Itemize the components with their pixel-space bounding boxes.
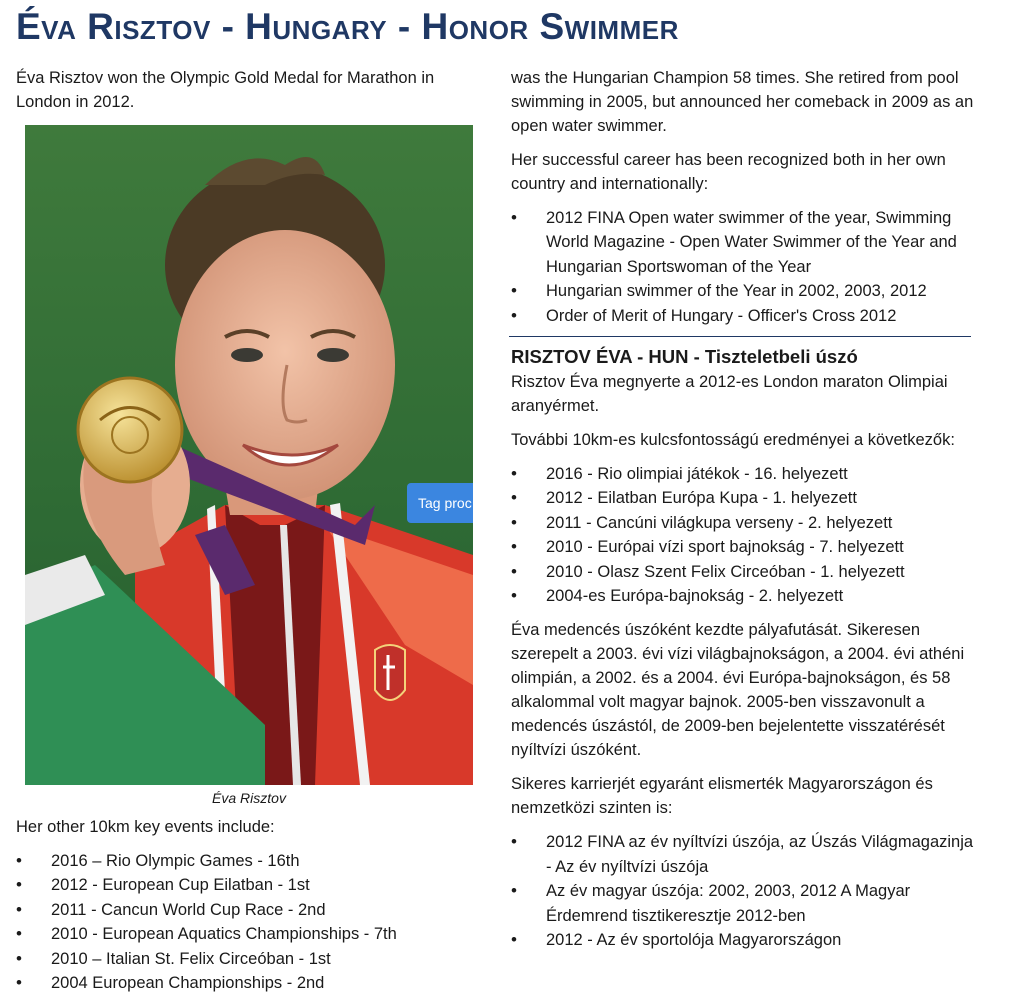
- list-item: • Az év magyar úszója: 2002, 2003, 2012 A Magyar Érdemrend tisztikeresztje 2012-ben: [511, 879, 981, 928]
- page-title: Éva Risztov - Hungary - Honor Swimmer: [16, 6, 679, 47]
- recognition-intro: Her successful career has been recognized both in her own country and internationally:: [511, 151, 946, 193]
- hungarian-heading: RISZTOV ÉVA - HUN - Tiszteletbeli úszó: [511, 346, 858, 368]
- list-item: • 2010 - Olasz Szent Felix Circeóban - 1. helyezett: [511, 560, 981, 584]
- hungarian-recognition-intro: Sikeres karrierjét egyaránt elismerték Magyarországon és nemzetközi szinten is:: [511, 775, 933, 818]
- recognition-list: [511, 206, 981, 328]
- list-item: • 2010 – Italian St. Felix Circeóban - 1st: [16, 947, 486, 971]
- section-divider: [509, 336, 971, 337]
- hungarian-events-list: [511, 462, 981, 608]
- photo-caption: Éva Risztov: [212, 790, 286, 806]
- left-events-block: [16, 815, 486, 995]
- list-item: • 2004 European Championships - 2nd: [16, 971, 486, 995]
- list-item: • 2012 - European Cup Eilatban - 1st: [16, 873, 486, 897]
- list-item: • 2011 - Cancúni világkupa verseny - 2. helyezett: [511, 511, 981, 535]
- list-item: • 2010 - European Aquatics Championships - 7th: [16, 922, 486, 946]
- list-item: • 2012 - Az év sportolója Magyarországon: [511, 928, 981, 952]
- list-item: • 2016 - Rio olimpiai játékok - 16. helyezett: [511, 462, 981, 486]
- hungarian-events-intro: További 10km-es kulcsfontosságú eredményei a következők:: [511, 431, 955, 450]
- list-item: • 2012 - Eilatban Európa Kupa - 1. helyezett: [511, 486, 981, 510]
- left-column: [16, 66, 486, 114]
- hungarian-recognition-list: [511, 830, 981, 952]
- hungarian-intro: Risztov Éva megnyerte a 2012-es London maraton Olimpiai aranyérmet.: [511, 373, 948, 416]
- list-item: • Hungarian swimmer of the Year in 2002, 2003, 2012: [511, 279, 981, 303]
- swimmer-photo: [25, 125, 473, 785]
- events-list: [16, 849, 486, 995]
- list-item: • 2012 FINA az év nyíltvízi úszója, az Úszás Világmagazinja - Az év nyíltvízi úszója: [511, 830, 981, 879]
- list-item: • 2012 FINA Open water swimmer of the year, Swimming World Magazine - Open Water Swimmer of the Year and Hungarian Sportswoman of the Year: [511, 206, 981, 279]
- list-item: • Order of Merit of Hungary - Officer's Cross 2012: [511, 304, 981, 328]
- list-item: • 2010 - Európai vízi sport bajnokság - 7. helyezett: [511, 535, 981, 559]
- hungarian-career-paragraph: Éva medencés úszóként kezdte pályafutását. Sikeresen szerepelt a 2003. évi vízi világbajnokságon, a 2004. évi athéni olimpián, a 2002. és a 2004. évi Európa-bajnokságon, és 58 alkalommal volt magyar bajnok. 2005-ben visszavonult a medencés úszástól, de 2009-ben bejelentette visszatérését nyíltvízi úszóként.: [511, 621, 965, 760]
- continued-paragraph: was the Hungarian Champion 58 times. She retired from pool swimming in 2005, but announced her comeback in 2009 as an open water swimmer.: [511, 69, 974, 135]
- list-item: • 2011 - Cancun World Cup Race - 2nd: [16, 898, 486, 922]
- list-item: • 2004-es Európa-bajnokság - 2. helyezett: [511, 584, 981, 608]
- tag-button[interactable]: Tag proc: [407, 483, 473, 523]
- swimmer-portrait-icon: [25, 125, 473, 785]
- events-intro: Her other 10km key events include:: [16, 818, 275, 836]
- list-item: • 2016 – Rio Olympic Games - 16th: [16, 849, 486, 873]
- intro-paragraph: Éva Risztov won the Olympic Gold Medal for Marathon in London in 2012.: [16, 69, 435, 111]
- right-column: [511, 66, 981, 953]
